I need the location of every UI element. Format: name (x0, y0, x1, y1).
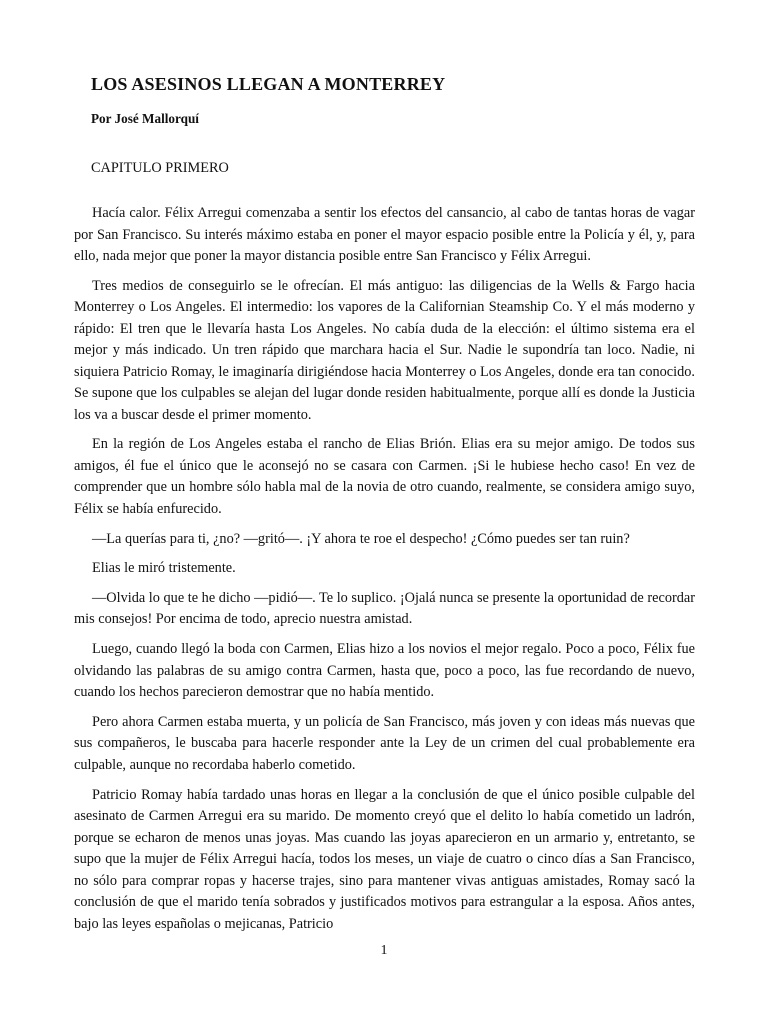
paragraph: —La querías para ti, ¿no? —gritó—. ¡Y ahora te roe el despecho! ¿Cómo puedes ser tan ruin? (92, 530, 630, 547)
document-title: LOS ASESINOS LLEGAN A MONTERREY (91, 74, 446, 94)
body-text (74, 203, 695, 935)
paragraph: —Olvida lo que te he dicho —pidió—. Te lo suplico. ¡Ojalá nunca se presente la oportunidad de recordar mis consejos! Por encima de todo, aprecio nuestra amistad. (74, 589, 695, 628)
page-number: 1 (380, 943, 388, 958)
paragraph: En la región de Los Angeles estaba el rancho de Elias Brión. Elias era su mejor amigo. De todos sus amigos, él fue el único que le aconsejó no se casara con Carmen. ¡Si le hubiese hecho caso! En vez de comprender que un hombre sólo habla mal de la novia de otro cuando, realmente, se considera amigo suyo, Félix se había enfurecido. (74, 436, 695, 517)
paragraph: Elias le miró tristemente. (92, 560, 236, 577)
chapter-heading: CAPITULO PRIMERO (91, 160, 229, 176)
paragraph: Tres medios de conseguirlo se le ofrecían. El más antiguo: las diligencias de la Wells & Fargo hacia Monterrey o Los Angeles. El intermedio: los vapores de la Californian Steamship Co. Y el más moderno y rápido: El tren que le llevaría hasta Los Angeles. No cabía duda de la elección: el último sistema era el mejor y más indicado. Un tren rápido que marchara hacia el Sur. Nadie le supondría tan loco. Nadie, ni siquiera Patricio Romay, le imaginaría dirigiéndose hacia Monterrey o Los Angeles, donde era tan conocido. Se supone que los culpables se alejan del lugar donde residen habitualmente, porque allí es donde la Justicia los va a buscar desde el primer momento. (74, 277, 695, 423)
document-page (74, 72, 695, 943)
paragraph: Pero ahora Carmen estaba muerta, y un policía de San Francisco, más joven y con ideas más nuevas que sus compañeros, le buscaba para hacerle responder ante la Ley de un crimen del cual probablemente era culpable, aunque no recordaba haberlo cometido. (74, 713, 695, 773)
paragraph: Luego, cuando llegó la boda con Carmen, Elias hizo a los novios el mejor regalo. Poco a poco, Félix fue olvidando las palabras de su amigo contra Carmen, hasta que, poco a poco, las fue recordando de nuevo, cuando los hechos parecieron demostrar que no había mentido. (74, 641, 695, 701)
paragraph: Patricio Romay había tardado unas horas en llegar a la conclusión de que el único posible culpable del asesinato de Carmen Arregui era su marido. De momento creyó que el delito lo había cometido un ladrón, porque se echaron de menos unas joyas. Mas cuando las joyas aparecieron en un armario y, entretanto, se supo que la mujer de Félix Arregui hacía, todos los meses, un viaje de cuatro o cinco días a San Francisco, no sólo para comprar ropas y hacerse trajes, sino para mantener vivas antiguas amistades, Romay sacó la conclusión de que el marido tenía sobrados y justificados motivos para estrangular a la esposa. Años antes, bajo las leyes españolas o mejicanas, Patricio (74, 786, 695, 932)
author-line: Por José Mallorquí (91, 111, 199, 126)
paragraph: Hacía calor. Félix Arregui comenzaba a sentir los efectos del cansancio, al cabo de tantas horas de vagar por San Francisco. Su interés máximo estaba en poner el mayor espacio posible entre la Policía y él, y, para ello, nada mejor que poner la mayor distancia posible entre San Francisco y Félix Arregui. (74, 205, 695, 264)
